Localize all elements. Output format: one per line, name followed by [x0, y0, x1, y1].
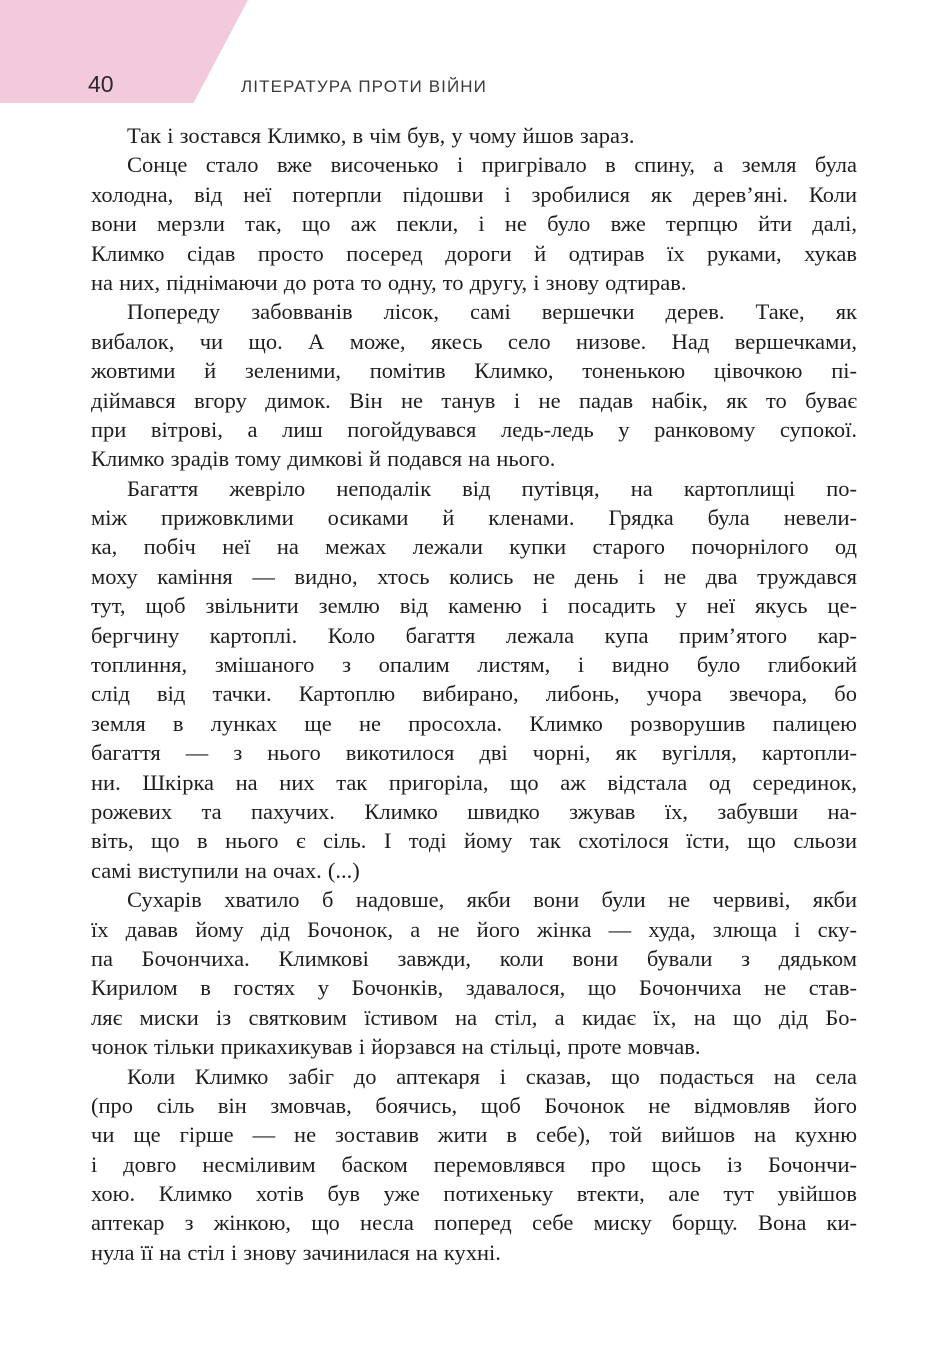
text-line: при вітрові, а лиш погойдувався ледь-ледь у ранковому супокої. [91, 416, 857, 442]
text-line: аптекар з жінкою, що несла поперед себе миску борщу. Вона ки- [91, 1210, 857, 1236]
text-line: нула її на стіл і знову зачинилася на кухні. [91, 1239, 501, 1265]
text-line: Климко сідав просто посеред дороги й одтирав їх руками, хукав [91, 240, 857, 266]
text-line: хою. Климко хотів був уже потихеньку втекти, але тут увійшов [91, 1181, 857, 1207]
paragraph [91, 474, 857, 885]
text-line: холодна, від неї потерпли підошви і зробилися як дерев’яні. Коли [91, 181, 857, 207]
text-line: самі виступили на очах. (...) [91, 857, 360, 883]
text-line: Климко зрадів тому димкові й подався на нього. [91, 446, 556, 472]
text-line: ка, побіч неї на межах лежали купки старого почорнілого од [91, 534, 857, 560]
text-line: па Бочончиха. Климкові завжди, коли вони бували з дядьком [91, 945, 857, 971]
text-line: Сонце стало вже височенько і пригрівало в спину, а земля була [127, 152, 857, 178]
text-line: (про сіль він змовчав, боячись, щоб Бочонок не відмовляв його [91, 1092, 857, 1118]
text-line: слід від тачки. Картоплю вибирано, либонь, учора звечора, бо [91, 681, 857, 707]
text-line: вони мерзли так, що аж пекли, і не було вже терпцю йти далі, [91, 211, 857, 237]
page-number: 40 [88, 71, 114, 97]
page-corner-tab [0, 0, 248, 103]
text-line: Попереду забовванів лісок, самі вершечки дерев. Таке, як [127, 299, 857, 325]
text-line: ляє миски із святковим їстивом на стіл, а кидає їх, на що дід Бо- [91, 1004, 857, 1030]
text-line: між прижовклими осиками й кленами. Грядка була невели- [91, 505, 857, 531]
text-line: чи ще гірше — не зоставив жити в себе), той вийшов на кухню [91, 1122, 857, 1148]
text-line: тут, щоб звільнити землю від каменю і посадить у неї якусь це- [91, 593, 857, 619]
text-line: їх давав йому дід Бочонок, а не його жінка — худа, злюща і ску- [91, 916, 857, 942]
text-line: Багаття жевріло неподалік від путівця, на картоплищі по- [127, 475, 857, 501]
paragraph [91, 121, 857, 150]
text-line: бергчину картоплі. Коло багаття лежала купа прим’ятого кар- [91, 622, 857, 648]
text-line: чонок тільки прикахикував і йорзався на стільці, проте мовчав. [91, 1034, 701, 1060]
text-line: Кирилом в гостях у Бочонків, здавалося, що Бочончиха не став- [91, 975, 857, 1001]
text-line: Так і зостався Климко, в чім був, у чому йшов зараз. [127, 123, 635, 148]
text-line: топлиння, змішаного з опалим листям, і видно було глибокий [91, 652, 857, 678]
paragraph [91, 297, 857, 473]
text-line: і довго несміливим баском перемовлявся про щось із Бочончи- [91, 1151, 857, 1177]
text-line: моху каміння — видно, хтось колись не день і не два труждався [91, 563, 857, 589]
text-line: ни. Шкірка на них так пригоріла, що аж відстала од серединок, [91, 769, 857, 795]
text-line: Сухарів хватило б надовше, якби вони були не червиві, якби [127, 887, 857, 913]
paragraph [91, 885, 857, 1061]
paragraph [91, 1062, 857, 1268]
body-text [91, 121, 857, 1267]
text-line: віть, що в нього є сіль. І тоді йому так схотілося їсти, що сльози [91, 828, 857, 854]
paragraph [91, 150, 857, 297]
text-line: вибалок, чи що. А може, якесь село низове. Над вершечками, [91, 328, 857, 354]
text-line: багаття — з нього викотилося дві чорні, як вугілля, картопли- [91, 740, 857, 766]
text-line: земля в лунках ще не просохла. Климко розворушив палицею [91, 710, 857, 736]
text-line: Коли Климко забіг до аптекаря і сказав, що подасться на села [127, 1063, 857, 1089]
running-title: ЛІТЕРАТУРА ПРОТИ ВІЙНИ [241, 77, 487, 96]
text-line: рожевих та пахучих. Климко швидко зжував їх, забувши на- [91, 798, 857, 824]
text-line: на них, піднімаючи до рота то одну, то другу, і знову одтирав. [91, 269, 687, 295]
text-line: діймався вгору димок. Він не танув і не падав набік, як то буває [91, 387, 857, 413]
text-line: жовтими й зеленими, помітив Климко, тоненькою цівочкою пі- [91, 358, 857, 384]
